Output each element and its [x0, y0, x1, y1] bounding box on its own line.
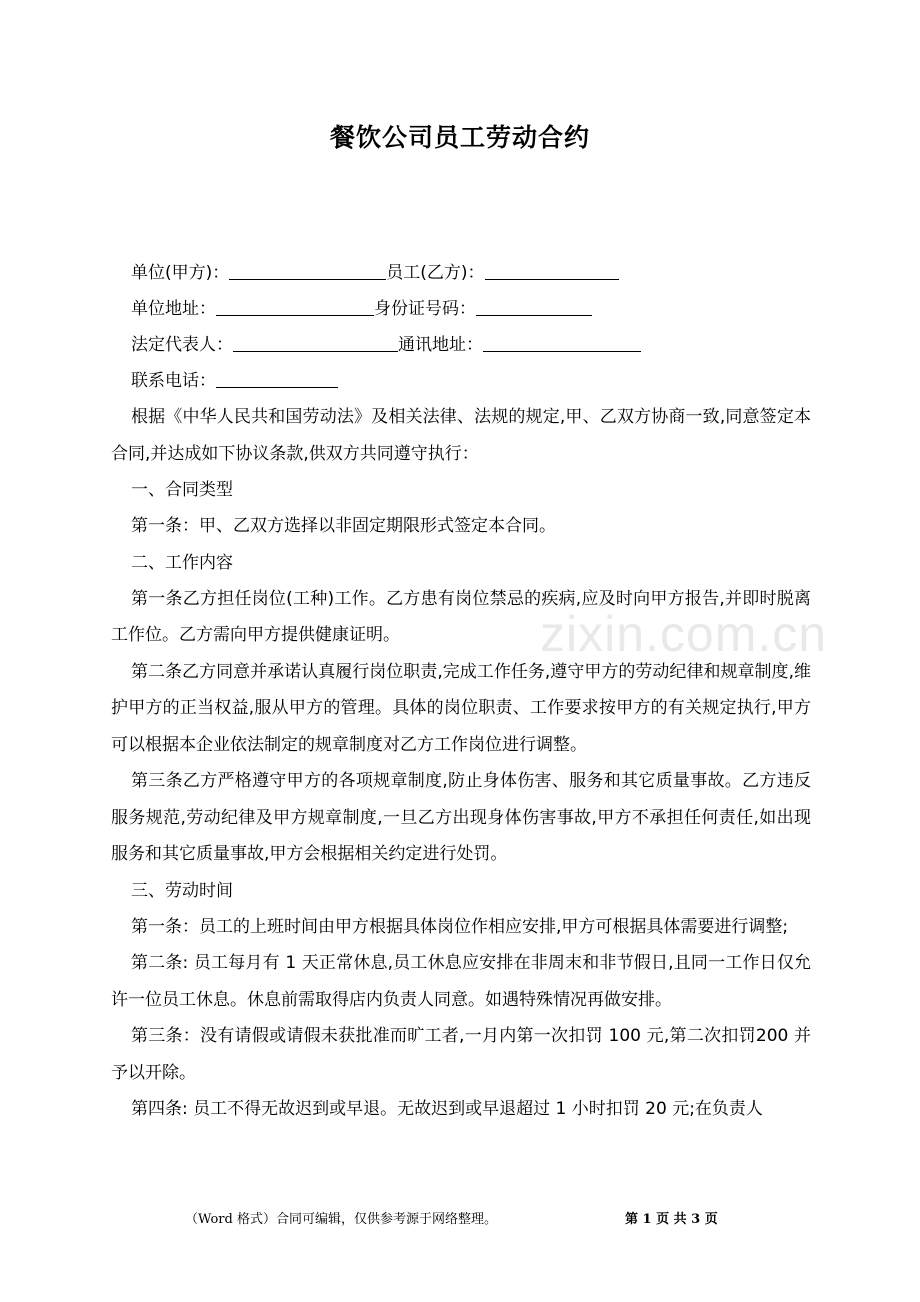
- clause-paragraph: 第四条: 员工不得无故迟到或早退。无故迟到或早退超过 1 小时扣罚 20 元;在负责人: [131, 1099, 763, 1119]
- phone-label: 联系电话：: [131, 371, 216, 391]
- document-body: [111, 255, 811, 1128]
- employee-blank: [485, 259, 619, 280]
- page-title: 餐饮公司员工劳动合约: [329, 123, 590, 152]
- address-label: 单位地址：: [131, 299, 216, 319]
- field-row-4: [111, 363, 811, 399]
- clause-paragraph: 第三条：没有请假或请假未获批准而旷工者,一月内第一次扣罚 100 元,第二次扣罚200 并予以开除。: [111, 1026, 811, 1083]
- contact-address-label: 通讯地址：: [398, 335, 483, 355]
- field-row-2: [111, 291, 811, 327]
- footer-note: （Word 格式）合同可编辑，仅供参考源于网络整理。: [185, 1212, 497, 1227]
- section-heading: 一、合同类型: [131, 480, 233, 500]
- employer-blank: [229, 259, 386, 280]
- field-row-1: [111, 255, 811, 291]
- clause-paragraph: 第二条乙方同意并承诺认真履行岗位职责,完成工作任务,遵守甲方的劳动纪律和规章制度,维护甲方的正当权益,服从甲方的管理。具体的岗位职责、工作要求按甲方的有关规定执行,甲方可以根据本企业依法制定的规章制度对乙方工作岗位进行调整。: [111, 661, 811, 755]
- clause-paragraph: 第一条乙方担任岗位(工种)工作。乙方患有岗位禁忌的疾病,应及时向甲方报告,并即时脱离工作位。乙方需向甲方提供健康证明。: [111, 588, 811, 645]
- intro-paragraph: 根据《中华人民共和国劳动法》及相关法律、法规的规定,甲、乙双方协商一致,同意签定本合同,并达成如下协议条款,供双方共同遵守执行：: [111, 407, 811, 464]
- address-blank: [216, 295, 374, 316]
- phone-blank: [216, 367, 338, 388]
- legal-rep-label: 法定代表人：: [131, 335, 233, 355]
- watermark: zixin.com.cn: [540, 606, 828, 662]
- employee-label: 员工(乙方)：: [386, 263, 485, 283]
- legal-rep-blank: [233, 331, 398, 352]
- employer-label: 单位(甲方)：: [131, 263, 230, 283]
- section-heading: 三、劳动时间: [131, 880, 233, 901]
- contact-address-blank: [483, 331, 641, 352]
- section-heading: 二、工作内容: [131, 552, 233, 573]
- clause-paragraph: 第二条: 员工每月有 1 天正常休息,员工休息应安排在非周末和非节假日,且同一工作日仅允许一位员工休息。休息前需取得店内负责人同意。如遇特殊情况再做安排。: [111, 953, 811, 1010]
- clause-paragraph: 第一条：员工的上班时间由甲方根据具体岗位作相应安排,甲方可根据具体需要进行调整;: [131, 916, 789, 937]
- clause-paragraph: 第三条乙方严格遵守甲方的各项规章制度,防止身体伤害、服务和其它质量事故。乙方违反服务规范,劳动纪律及甲方规章制度,一旦乙方出现身体伤害事故,甲方不承担任何责任,如出现服务和其它质量事故,甲方会根据相关约定进行处罚。: [111, 771, 811, 864]
- id-label: 身份证号码：: [374, 299, 476, 319]
- field-row-3: [111, 327, 811, 363]
- page-number: 第 1 页 共 3 页: [625, 1212, 718, 1227]
- id-blank: [476, 295, 592, 316]
- clause-paragraph: 第一条：甲、乙双方选择以非固定期限形式签定本合同。: [131, 516, 556, 536]
